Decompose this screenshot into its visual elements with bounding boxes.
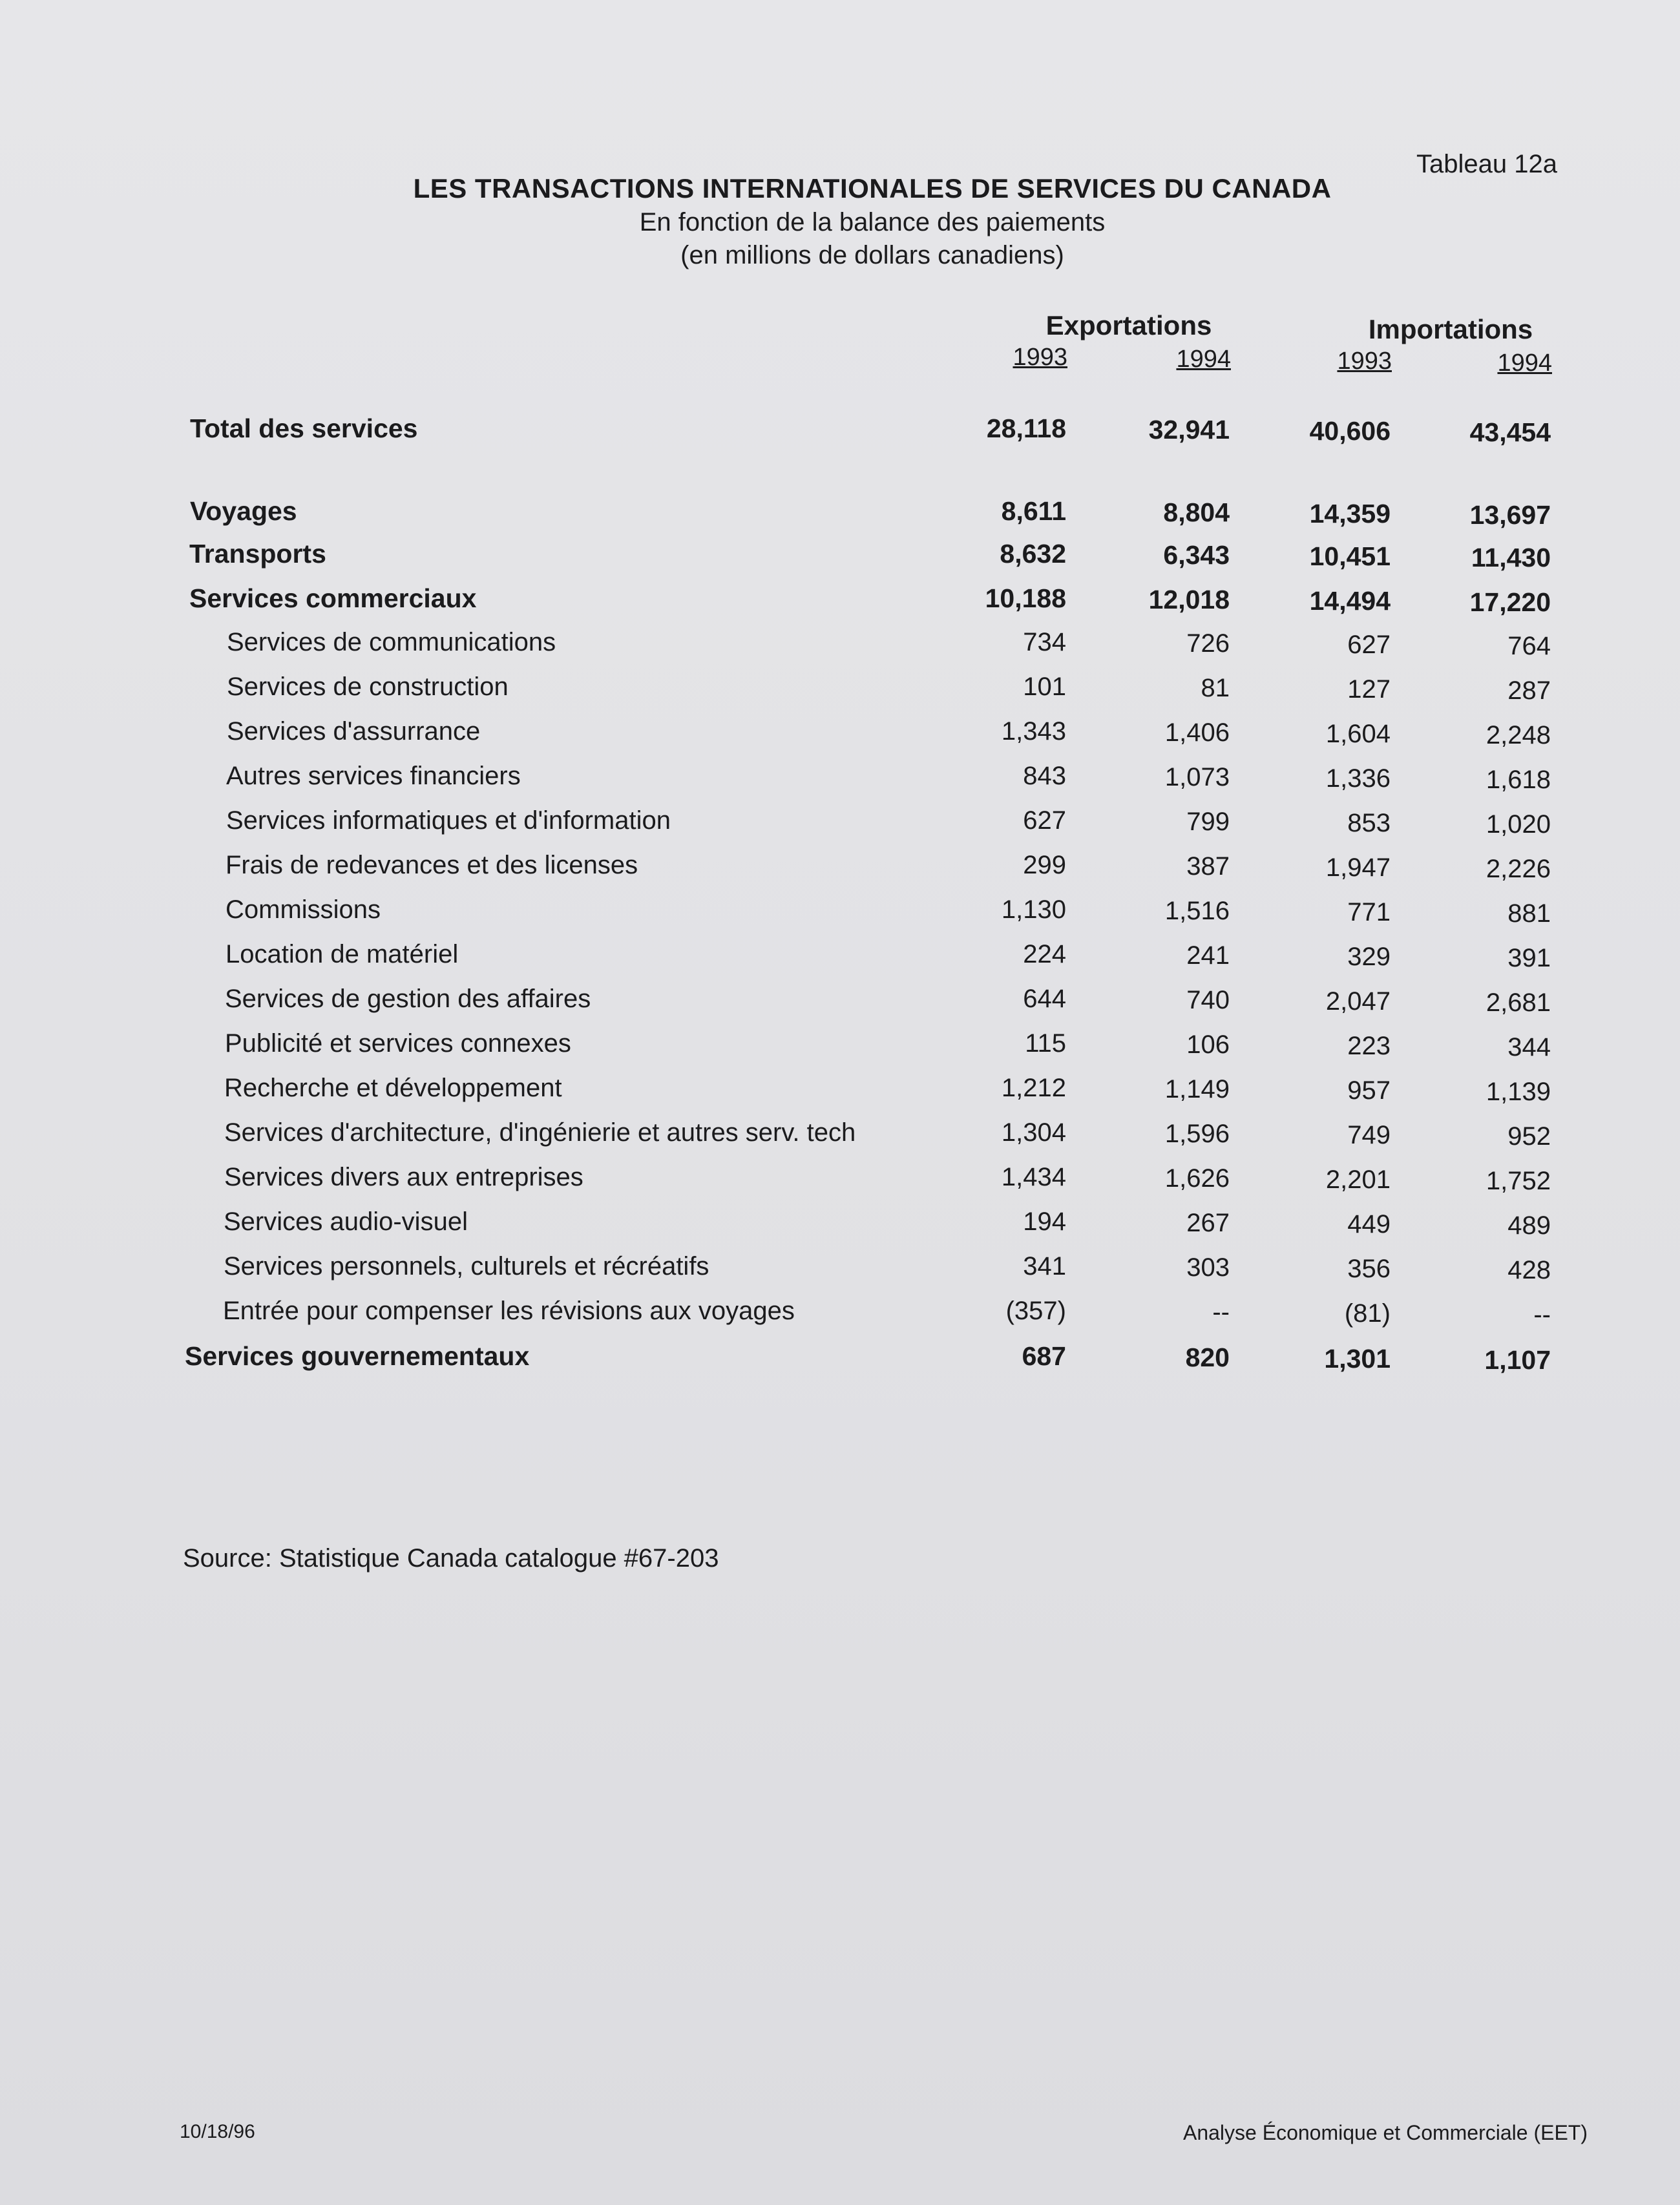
row-value-col-2: 771: [1347, 898, 1391, 926]
row-value-col-2: 10,451: [1309, 541, 1391, 571]
row-value-col-3: 11,430: [1471, 543, 1551, 572]
table-row: [0, 413, 1680, 452]
row-value-col-3: 1,139: [1486, 1078, 1551, 1106]
row-value-col-2: 14,359: [1309, 499, 1391, 528]
row-value-col-1: 1,516: [1164, 897, 1230, 925]
row-label: Location de matériel: [226, 940, 459, 968]
row-value-col-1: 1,073: [1164, 763, 1230, 791]
table-row: [0, 1297, 1680, 1335]
row-value-col-3: 391: [1507, 944, 1551, 972]
table-row: [0, 673, 1680, 711]
row-value-col-2: 223: [1347, 1032, 1391, 1060]
row-value-col-0: 1,130: [1001, 895, 1066, 924]
row-value-col-0: 687: [1022, 1341, 1066, 1371]
row-value-col-3: 344: [1507, 1033, 1551, 1061]
row-label: Voyages: [190, 496, 297, 526]
table-row: [0, 1074, 1680, 1113]
row-value-col-0: 10,188: [985, 583, 1066, 613]
row-value-col-1: 740: [1186, 986, 1230, 1014]
row-value-col-2: 1,947: [1325, 853, 1391, 882]
page-title: LES TRANSACTIONS INTERNATIONALES DE SERVICES DU CANADA: [413, 173, 1332, 204]
row-value-col-0: 101: [1023, 673, 1066, 701]
table-row: [0, 940, 1680, 979]
row-label: Services gouvernementaux: [185, 1341, 530, 1371]
row-value-col-2: 449: [1347, 1210, 1391, 1238]
table-row: [0, 1118, 1680, 1157]
row-value-col-2: 2,201: [1325, 1165, 1391, 1194]
row-value-col-1: 32,941: [1148, 415, 1230, 444]
table-number: Tableau 12a: [1416, 150, 1557, 178]
table-row: [0, 539, 1680, 578]
source-note: Source: Statistique Canada catalogue #67-203: [183, 1544, 719, 1573]
row-label: Services de construction: [227, 673, 509, 701]
row-label: Services informatiques et d'information: [226, 806, 671, 835]
row-value-col-0: 115: [1025, 1029, 1066, 1058]
row-value-col-1: 820: [1185, 1343, 1230, 1372]
table-row: [0, 851, 1680, 890]
row-value-col-0: 1,434: [1001, 1163, 1066, 1191]
row-value-col-2: 14,494: [1309, 586, 1391, 616]
row-value-col-0: 734: [1023, 628, 1066, 656]
row-value-col-3: 428: [1507, 1256, 1551, 1284]
row-value-col-0: 341: [1023, 1252, 1066, 1280]
row-value-col-0: 1,304: [1001, 1118, 1066, 1147]
subtitle-line-2: (en millions de dollars canadiens): [680, 241, 1064, 269]
table-row: [0, 806, 1680, 845]
year-header-imports-1993: 1993: [1337, 348, 1392, 375]
row-value-col-1: 387: [1186, 852, 1230, 881]
row-value-col-3: 2,226: [1486, 855, 1551, 883]
table-row: [0, 895, 1680, 934]
row-value-col-1: 1,626: [1164, 1164, 1230, 1193]
row-value-col-2: 1,336: [1325, 764, 1391, 793]
row-value-col-1: 81: [1201, 674, 1230, 702]
row-label: Total des services: [190, 413, 418, 443]
row-value-col-3: 489: [1507, 1211, 1551, 1240]
row-value-col-0: 299: [1023, 851, 1066, 879]
row-value-col-3: 287: [1507, 676, 1551, 705]
row-label: Autres services financiers: [226, 762, 521, 790]
row-value-col-3: 43,454: [1469, 417, 1551, 447]
table-row: [0, 1207, 1680, 1246]
row-value-col-2: 329: [1347, 943, 1391, 971]
row-value-col-3: 1,107: [1484, 1345, 1551, 1375]
row-label: Services d'architecture, d'ingénierie et autres serv. tech: [224, 1118, 856, 1147]
row-value-col-0: (357): [1005, 1297, 1066, 1325]
row-value-col-3: 881: [1507, 899, 1551, 928]
row-value-col-2: 853: [1347, 809, 1391, 837]
row-value-col-2: 127: [1347, 675, 1391, 704]
row-value-col-3: 952: [1507, 1122, 1551, 1151]
row-value-col-3: 13,697: [1469, 500, 1551, 530]
row-label: Services commerciaux: [189, 583, 477, 613]
row-label: Services d'assurrance: [227, 717, 481, 746]
row-label: Services de communications: [227, 628, 556, 656]
row-value-col-2: 1,604: [1325, 720, 1391, 748]
row-value-col-0: 194: [1023, 1207, 1066, 1236]
table-row: [0, 496, 1680, 535]
row-value-col-1: 8,804: [1163, 497, 1230, 527]
row-value-col-1: 1,149: [1164, 1075, 1230, 1103]
row-label: Services de gestion des affaires: [225, 985, 591, 1013]
exports-header: Exportations: [1045, 310, 1212, 340]
footer-date: 10/18/96: [180, 2121, 255, 2142]
row-value-col-0: 843: [1023, 762, 1066, 790]
row-label: Commissions: [226, 895, 381, 924]
row-value-col-1: 267: [1186, 1209, 1230, 1237]
row-label: Services divers aux entreprises: [224, 1163, 583, 1191]
row-value-col-2: 627: [1347, 631, 1391, 659]
row-value-col-0: 28,118: [986, 413, 1066, 443]
row-value-col-3: 1,020: [1486, 810, 1551, 839]
footer-org: Analyse Économique et Commerciale (EET): [1182, 2121, 1588, 2144]
row-value-col-1: --: [1212, 1298, 1230, 1326]
row-value-col-2: 1,301: [1324, 1344, 1391, 1374]
row-label: Transports: [189, 539, 326, 569]
table-row: [0, 762, 1680, 800]
row-value-col-0: 1,343: [1001, 717, 1066, 746]
row-value-col-0: 8,632: [1000, 539, 1066, 569]
row-value-col-2: 749: [1347, 1121, 1391, 1149]
row-value-col-1: 1,406: [1164, 718, 1230, 747]
table-row: [0, 985, 1680, 1023]
row-value-col-0: 8,611: [1001, 496, 1066, 526]
row-value-col-1: 303: [1186, 1253, 1230, 1282]
row-value-col-1: 1,596: [1164, 1120, 1230, 1148]
year-header-exports-1994: 1994: [1176, 346, 1231, 373]
year-header-imports-1994: 1994: [1497, 350, 1552, 377]
row-value-col-1: 241: [1186, 941, 1230, 970]
row-value-col-2: 957: [1347, 1076, 1391, 1105]
row-value-col-3: 1,618: [1486, 766, 1551, 794]
row-value-col-0: 627: [1023, 806, 1066, 835]
year-header-exports-1993: 1993: [1013, 344, 1067, 371]
row-value-col-0: 224: [1023, 940, 1066, 968]
table-row: [0, 1252, 1680, 1291]
row-value-col-3: 1,752: [1486, 1167, 1551, 1195]
row-value-col-1: 106: [1186, 1030, 1230, 1059]
row-value-col-3: 2,681: [1486, 988, 1551, 1017]
row-value-col-0: 1,212: [1001, 1074, 1066, 1102]
row-label: Services audio-visuel: [224, 1207, 468, 1236]
table-row: [0, 1341, 1680, 1380]
row-value-col-2: 2,047: [1325, 987, 1391, 1016]
row-value-col-3: 764: [1507, 632, 1551, 660]
table-row: [0, 1029, 1680, 1068]
row-value-col-2: 356: [1347, 1255, 1391, 1283]
subtitle-line-1: En fonction de la balance des paiements: [639, 208, 1106, 236]
row-label: Recherche et développement: [224, 1074, 562, 1102]
imports-header: Importations: [1368, 314, 1533, 344]
row-value-col-3: 2,248: [1486, 721, 1551, 749]
table-row: [0, 717, 1680, 756]
row-value-col-0: 644: [1023, 985, 1066, 1013]
row-value-col-2: 40,606: [1309, 416, 1391, 446]
table-row: [0, 583, 1680, 622]
row-label: Frais de redevances et des licenses: [226, 851, 638, 879]
row-value-col-1: 12,018: [1148, 585, 1230, 614]
row-value-col-3: --: [1533, 1301, 1551, 1329]
table-row: [0, 628, 1680, 667]
row-value-col-1: 726: [1186, 629, 1230, 658]
row-label: Entrée pour compenser les révisions aux voyages: [223, 1297, 795, 1325]
row-value-col-3: 17,220: [1469, 587, 1551, 617]
row-label: Publicité et services connexes: [225, 1029, 571, 1058]
title-block: [0, 173, 1680, 270]
row-label: Services personnels, culturels et récréatifs: [224, 1252, 709, 1280]
row-value-col-1: 799: [1186, 808, 1230, 836]
row-value-col-1: 6,343: [1163, 540, 1230, 570]
table-row: [0, 1163, 1680, 1202]
row-value-col-2: (81): [1344, 1299, 1391, 1328]
